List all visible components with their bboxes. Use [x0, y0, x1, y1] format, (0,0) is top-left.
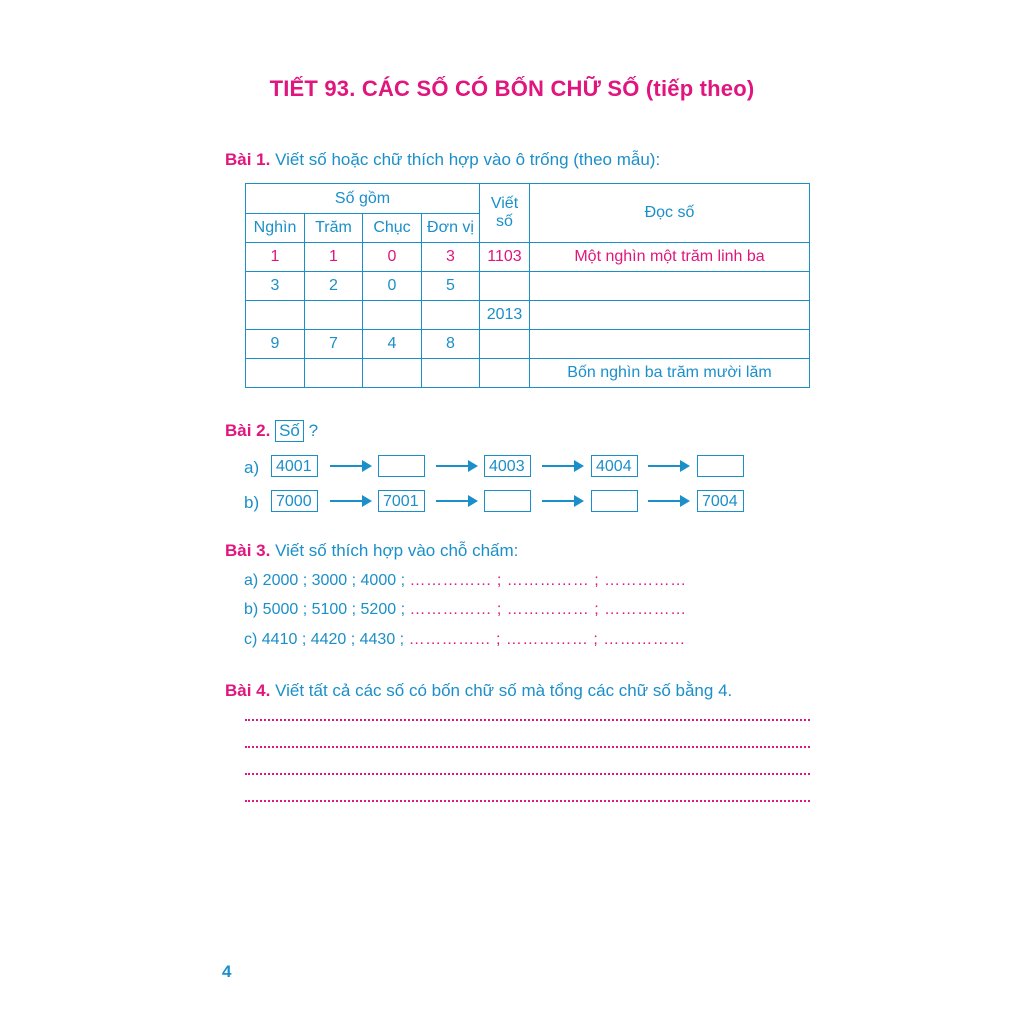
cell-doc-so[interactable] [530, 272, 810, 301]
sequence-a-box-5[interactable] [697, 455, 744, 477]
cell-don-vi[interactable] [422, 301, 480, 330]
header-viet-so [480, 184, 530, 243]
cell-viet-so[interactable] [480, 359, 530, 388]
sequence-b-box-3[interactable] [484, 490, 531, 512]
answer-line[interactable] [245, 773, 810, 775]
cell-viet-so: 1103 [480, 243, 530, 272]
arrow-right-icon [436, 500, 476, 502]
exercise-3-label: Bài 3. [225, 541, 271, 560]
cell-doc-so[interactable] [530, 301, 810, 330]
line-c-prefix: c) 4410 ; 4420 ; 4430 ; [244, 631, 409, 648]
page-number: 4 [222, 962, 232, 981]
cell-doc-so: Một nghìn một trăm linh ba [530, 243, 810, 272]
answer-line[interactable] [245, 746, 810, 748]
exercise-3-line-b [244, 601, 687, 619]
cell-tram: 7 [305, 330, 363, 359]
cell-nghin: 1 [246, 243, 305, 272]
exercise-1-label: Bài 1. [225, 150, 271, 169]
cell-viet-so[interactable] [480, 330, 530, 359]
line-a-prefix: a) 2000 ; 3000 ; 4000 ; [244, 572, 410, 589]
cell-doc-so: Bốn nghìn ba trăm mười lăm [530, 359, 810, 388]
header-don-vi: Đơn vị [422, 214, 480, 243]
line-b-prefix: b) 5000 ; 5100 ; 5200 ; [244, 601, 410, 618]
cell-nghin[interactable] [246, 359, 305, 388]
cell-chuc: 4 [363, 330, 422, 359]
sequence-b-box-2: 7001 [378, 490, 425, 512]
cell-tram[interactable] [305, 359, 363, 388]
cell-chuc[interactable] [363, 359, 422, 388]
answer-line[interactable] [245, 719, 810, 721]
exercise-3-heading [225, 541, 518, 561]
cell-nghin: 9 [246, 330, 305, 359]
arrow-right-icon [542, 465, 582, 467]
header-tram: Trăm [305, 214, 363, 243]
cell-doc-so[interactable] [530, 330, 810, 359]
cell-don-vi: 5 [422, 272, 480, 301]
exercise-1-table [245, 183, 810, 388]
exercise-3-line-a [244, 572, 687, 590]
cell-don-vi: 3 [422, 243, 480, 272]
question-mark: ? [308, 421, 319, 440]
arrow-right-icon [542, 500, 582, 502]
sequence-a-box-3: 4003 [484, 455, 531, 477]
line-b-blanks[interactable]: …………… ; …………… ; …………… [409, 601, 687, 618]
so-box: Số [275, 420, 304, 442]
sequence-a-box-4: 4004 [591, 455, 638, 477]
cell-nghin[interactable] [246, 301, 305, 330]
exercise-2-label: Bài 2. [225, 421, 271, 440]
header-doc-so: Đọc số [530, 184, 810, 243]
line-a-blanks[interactable]: …………… ; …………… ; …………… [409, 572, 687, 589]
arrow-right-icon [648, 500, 688, 502]
exercise-3-line-c [244, 631, 686, 649]
header-chuc: Chục [363, 214, 422, 243]
cell-chuc: 0 [363, 243, 422, 272]
line-c-blanks[interactable]: …………… ; …………… ; …………… [408, 631, 686, 648]
cell-chuc[interactable] [363, 301, 422, 330]
arrow-right-icon [330, 465, 370, 467]
arrow-right-icon [436, 465, 476, 467]
page-title: TIẾT 93. CÁC SỐ CÓ BỐN CHỮ SỐ (tiếp theo) [269, 76, 755, 101]
sequence-b-label: b) [244, 493, 260, 512]
sequence-a-label: a) [244, 458, 260, 477]
cell-nghin: 3 [246, 272, 305, 301]
exercise-4-text: Viết tất cả các số có bốn chữ số mà tổng các chữ số bằng 4. [275, 681, 733, 700]
arrow-right-icon [330, 500, 370, 502]
exercise-1-heading [225, 150, 660, 170]
header-so-gom: Số gồm [246, 184, 480, 214]
cell-viet-so: 2013 [480, 301, 530, 330]
sequence-b-box-4[interactable] [591, 490, 638, 512]
sequence-b-box-5: 7004 [697, 490, 744, 512]
header-nghin: Nghìn [246, 214, 305, 243]
exercise-2-heading [225, 420, 318, 442]
table-row [246, 272, 810, 301]
cell-don-vi: 8 [422, 330, 480, 359]
header-viet: Viết [490, 195, 519, 212]
header-so: số [496, 213, 513, 230]
cell-viet-so[interactable] [480, 272, 530, 301]
sequence-a-box-2[interactable] [378, 455, 425, 477]
cell-tram: 1 [305, 243, 363, 272]
table-row [246, 243, 810, 272]
table-row [246, 330, 810, 359]
cell-chuc: 0 [363, 272, 422, 301]
table-row [246, 359, 810, 388]
exercise-1-text: Viết số hoặc chữ thích hợp vào ô trống (theo mẫu): [275, 150, 661, 169]
table-row [246, 301, 810, 330]
answer-line[interactable] [245, 800, 810, 802]
exercise-3-text: Viết số thích hợp vào chỗ chấm: [275, 541, 519, 560]
exercise-4-label: Bài 4. [225, 681, 271, 700]
cell-tram[interactable] [305, 301, 363, 330]
sequence-b-box-1: 7000 [271, 490, 318, 512]
cell-don-vi[interactable] [422, 359, 480, 388]
cell-tram: 2 [305, 272, 363, 301]
exercise-4-heading [225, 681, 732, 701]
sequence-a-box-1: 4001 [271, 455, 318, 477]
arrow-right-icon [648, 465, 688, 467]
